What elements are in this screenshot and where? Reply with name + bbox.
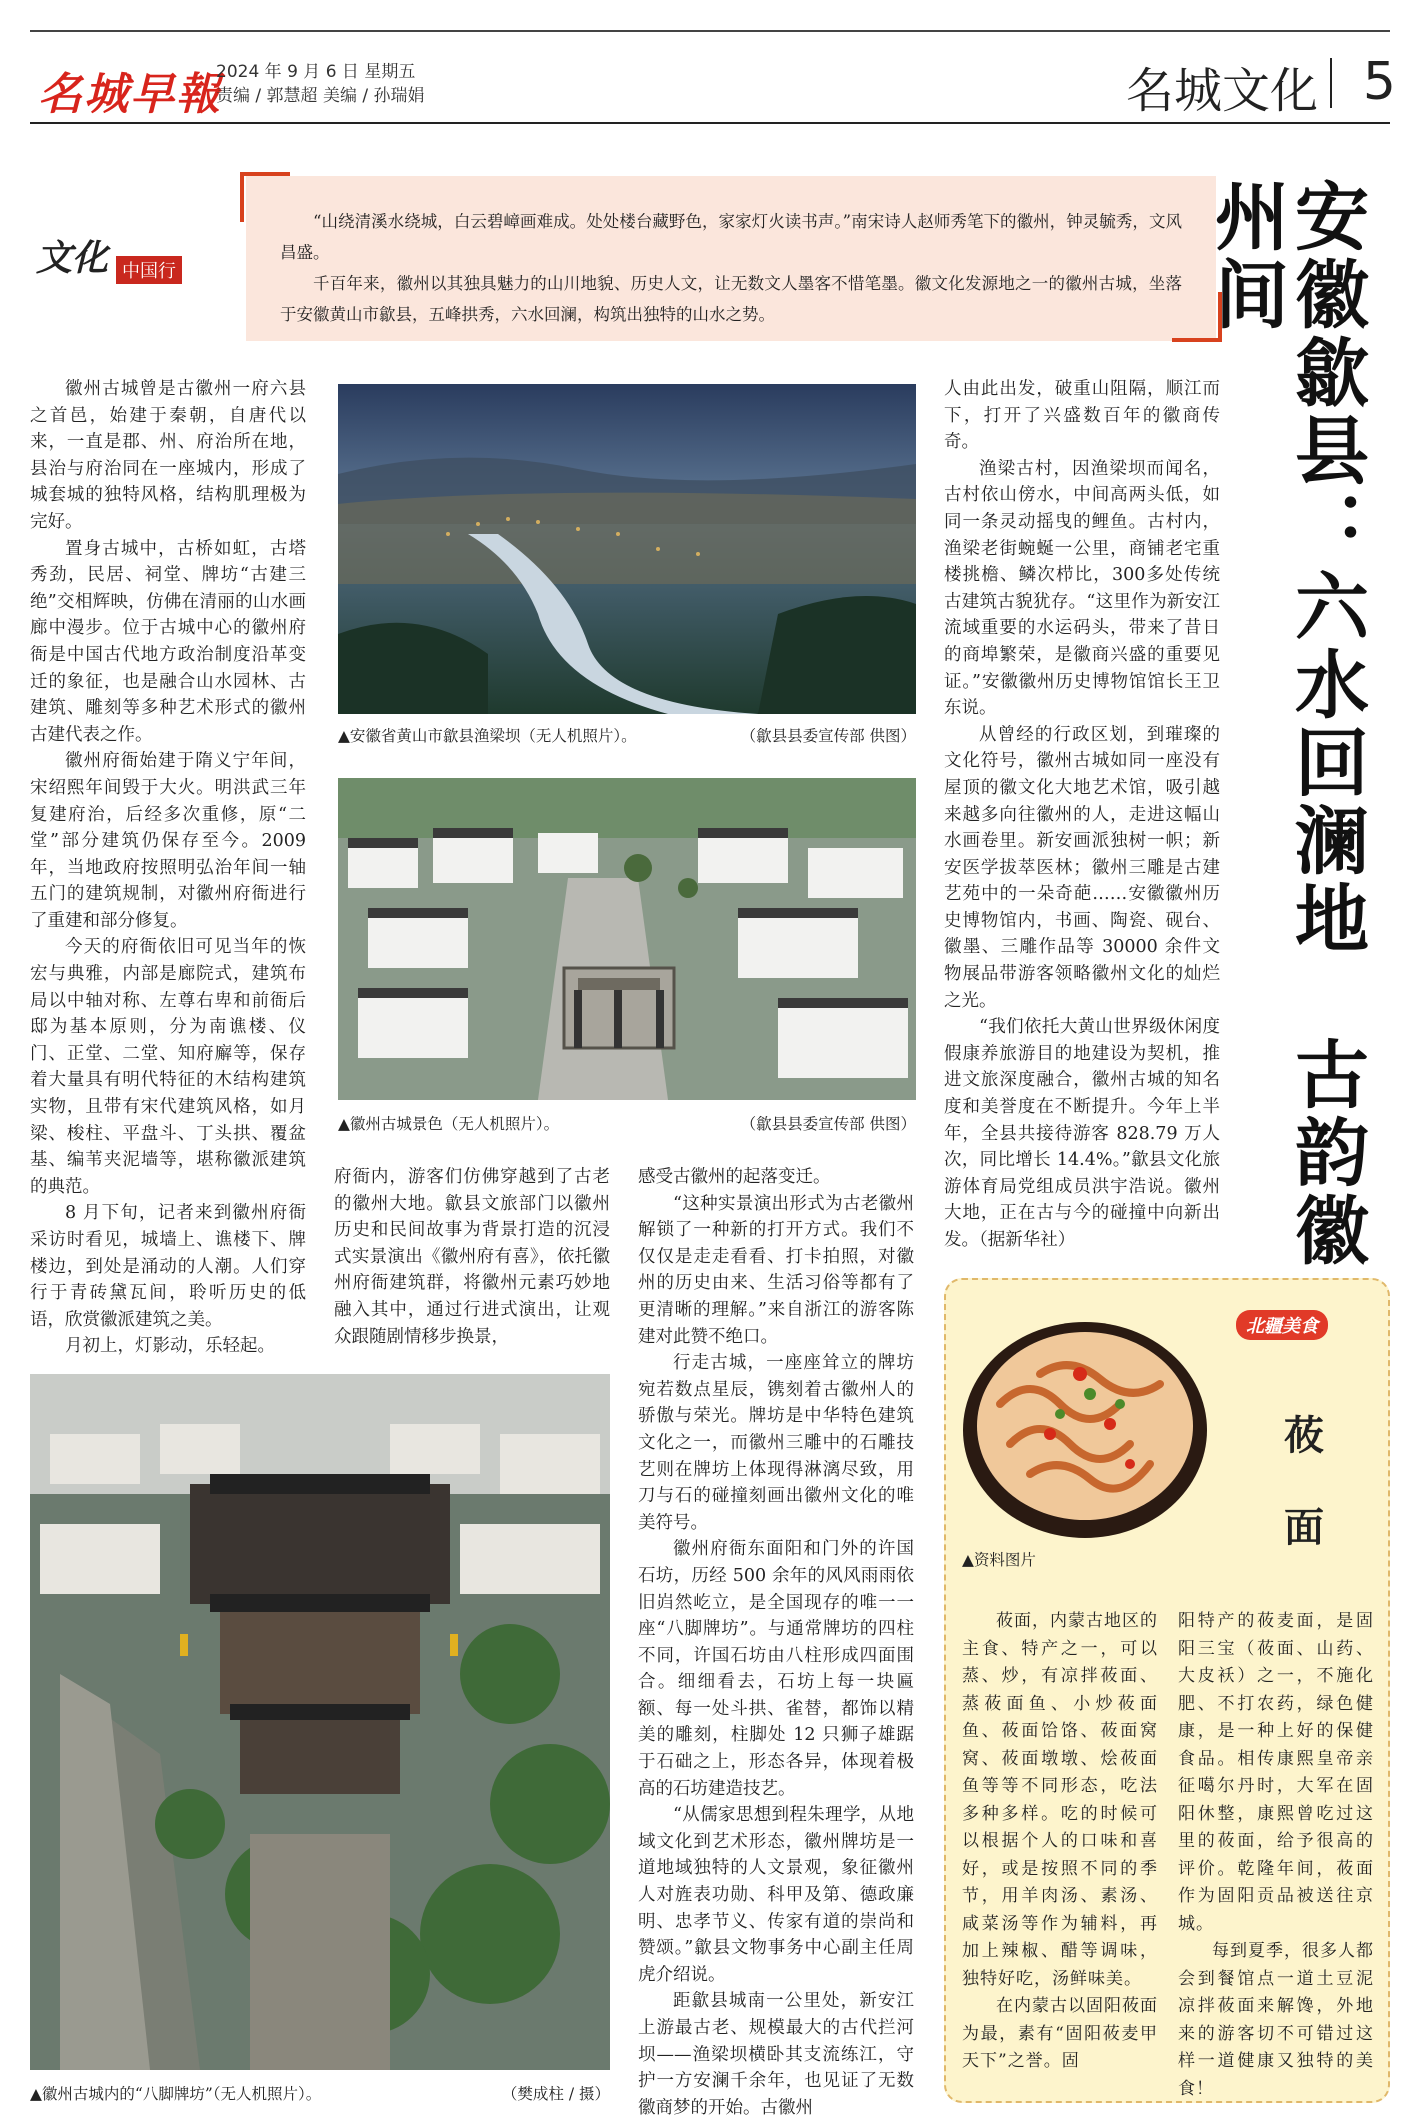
section-title: 名城文化 [1125,63,1318,119]
masthead-info [216,60,556,108]
food-title-char-1: 莜 [1284,1412,1324,1459]
photo-3-caption [30,2082,610,2104]
food-title-char-2: 面 [1284,1504,1324,1551]
article-paragraph: 徽州府衙始建于隋义宁年间，宋绍熙年间毁于大火。明洪武三年复建府治，后经多次重修，原“二堂”部分建筑仍保存至今。2009年，当地政府按照明弘治年间一轴五门的建筑规制，对徽州府衙进行了重建和部分修复。 [30,751,306,931]
article-column-4 [944,376,1220,1254]
photo-yuliang-dam-image [338,384,916,714]
photo-3-caption-text: ▲徽州古城内的“八脚牌坊”（无人机照片）。 [30,2085,322,2103]
youmian-dish-image [960,1314,1210,1540]
photo-ancient-city [338,778,916,1100]
photo-1-caption-text: ▲安徽省黄山市歙县渔梁坝（无人机照片）。 [338,727,637,745]
photo-1-credit: （歙县县委宣传部 供图） [740,727,916,745]
photo-yuliang-dam [338,384,916,714]
article-paragraph: 府衙内，游客们仿佛穿越到了古老的徽州大地。歙县文旅部门以徽州历史和民间故事为背景打造的沉浸式实景演出《徽州府有喜》，依托徽州府衙建筑群，将徽州元素巧妙地融入其中，通过行进式演出，让观众跟随剧情移步换景， [334,1167,610,1347]
photo-ancient-city-image [338,778,916,1100]
masthead-rule [30,122,1390,124]
article-paragraph: “这种实景演出形式为古老徽州解锁了一种新的打开方式。我们不仅仅是走走看看、打卡拍照，对徽州的历史由来、生活习俗等都有了更清晰的理解。”来自浙江的游客陈建对此赞不绝口。 [638,1193,914,1347]
article-paragraph: “我们依托大黄山世界级休闲度假康养旅游目的地建设为契机，推进文旅深度融合，徽州古城的知名度和美誉度在不断提升。今年上半年，全县共接待游客 828.79 万人次，同比增长 14.4%。”歙县文化旅游体育局党组成员洪宇浩说。徽州大地，正在古与今的碰撞中向新出发。（据新华社） [944,1017,1220,1250]
article-paragraph: 渔梁古村，因渔梁坝而闻名，古村依山傍水，中间高两头低，如同一条灵动摇曳的鲤鱼。古村内，渔梁老街蜿蜒一公里，商铺老宅重楼挑檐、鳞次栉比，300多处传统古建筑古貌犹存。“这里作为新安江流域重要的水运码头，带来了昔日的商埠繁荣，是徽商兴盛的重要见证。”安徽徽州历史博物馆馆长王卫东说。 [944,458,1220,719]
page-number: 5 [1362,52,1396,112]
food-photo [960,1314,1210,1540]
food-column-1 [962,1608,1158,2076]
intro-paragraph-2: 千百年来，徽州以其独具魅力的山川地貌、历史人文，让无数文人墨客不惜笔墨。徽文化发源地之一的徽州古城，坐落于安徽黄山市歙县，五峰拱秀，六水回澜，构筑出独特的山水之势。 [280,274,1182,324]
intro-paragraph-1: “山绕清溪水绕城，白云碧嶂画难成。处处楼台藏野色，家家灯火读书声。”南宋诗人赵师秀笔下的徽州，钟灵毓秀，文风昌盛。 [280,212,1182,262]
photo-1-caption [338,724,916,746]
article-paragraph: 月初上，灯影动，乐轻起。 [65,1336,275,1357]
article-paragraph: “从儒家思想到程朱理学，从地域文化到艺术形态，徽州牌坊是一道地域独特的人文景观，象征徽州人对旌表功勋、科甲及第、德政廉明、忠孝节义、传家有道的崇尚和赞颂。”歙县文物事务中心副主任周虎介绍说。 [638,1805,914,1985]
article-paragraph: 距歙县城南一公里处，新安江上游最古老、规模最大的古代拦河坝——渔梁坝横卧其支流练江，守护一方安澜千余年，也见证了无数徽商梦的开始。古徽州 [638,1991,914,2118]
article-paragraph: 今天的府衙依旧可见当年的恢宏与典雅，内部是廊院式，建筑布局以中轴对称、左尊右卑和前衙后邸为基本原则，分为南谯楼、仪门、正堂、二堂、知府廨等，保存着大量具有明代特征的木结构建筑实物，且带有宋代建筑风格，如月梁、梭柱、平盘斗、丁头拱、覆盆基、编苇夹泥墙等，堪称徽派建筑的典范。 [30,937,306,1197]
photo-2-credit: （歙县县委宣传部 供图） [740,1115,916,1133]
food-paragraph: 莜面，内蒙古地区的主食、特产之一，可以蒸、炒，有凉拌莜面、蒸莜面鱼、小炒莜面鱼、莜面饸饹、莜面窝窝、莜面墩墩、烩莜面鱼等等不同形态，吃法多种多样。吃的时候可以根据个人的口味和喜好，或是按照不同的季节，用羊肉汤、素汤、咸菜汤等作为辅料，再加上辣椒、醋等调味，独特好吃，汤鲜味美。 [962,1611,1158,1989]
article-column-3 [638,1164,914,2121]
article-paragraph: 人由此出发，破重山阻隔，顺江而下，打开了兴盛数百年的徽商传奇。 [944,379,1220,453]
food-paragraph: 阳特产的莜麦面，是固阳三宝（莜面、山药、大皮袄）之一，不施化肥、不打农药，绿色健康，是一种上好的保健食品。相传康熙皇帝亲征噶尔丹时，大军在固阳休整，康熙曾吃过这里的莜面，给予很高的评价。乾隆年间，莜面作为固阳贡品被送往京城。 [1178,1611,1374,1934]
photo-2-caption-text: ▲徽州古城景色（无人机照片）。 [338,1115,560,1133]
food-column-2 [1178,1608,1374,2103]
editors-line: 责编 / 郭慧超 美编 / 孙瑞娟 [216,86,425,106]
food-paragraph: 每到夏季，很多人都会到餐馆点一道土豆泥凉拌莜面来解馋，外地来的游客切不可错过这样一道健康又独特的美食！ [1178,1941,1374,2099]
article-column-2 [334,1164,610,1350]
photo-3-credit: （樊成柱 / 摄） [501,2085,610,2103]
article-paragraph: 徽州古城曾是古徽州一府六县之首邑，始建于秦朝，自唐代以来，一直是郡、州、府治所在地，县治与府治同在一座城内，形成了城套城的独特风格，结构肌理极为完好。 [30,379,306,532]
food-column-tag: 北疆美食 [1236,1310,1328,1340]
column-logo-tag: 中国行 [116,256,182,284]
article-paragraph: 置身古城中，古桥如虹，古塔秀劲，民居、祠堂、牌坊“古建三绝”交相辉映，仿佛在清丽的山水画廊中漫步。位于古城中心的徽州府衙是中国古代地方政治制度沿革变迁的象征，也是融合山水园林、古建筑、雕刻等多种艺术形式的徽州古建代表之作。 [30,538,306,745]
photo-2-caption [338,1112,916,1134]
column-logo [36,226,206,290]
article-paragraph: 行走古城，一座座耸立的牌坊宛若数点星辰，镌刻着古徽州人的骄傲与荣光。牌坊是中华特色建筑文化之一，而徽州三雕中的石雕技艺则在牌坊上体现得淋漓尽致，用刀与石的碰撞刻画出徽州文化的唯美符号。 [638,1353,914,1533]
article-column-1 [30,376,306,1360]
section-divider [1330,58,1332,108]
intro-box [246,176,1216,341]
headline: 安徽歙县：六水回澜地 古韵徽州间 [1203,178,1369,1270]
column-logo-brand: 文化 [36,237,109,279]
top-rule [30,30,1390,32]
photo-eight-pillar-archway-image [30,1374,610,2070]
food-photo-caption: ▲资料图片 [962,1551,1036,1569]
food-paragraph: 在内蒙古以固阳莜面为最，素有“固阳莜麦甲天下”之誉。固 [962,1996,1158,2071]
article-paragraph: 从曾经的行政区划，到璀璨的文化符号，徽州古城如同一座没有屋顶的徽文化大地艺术馆，吸引越来越多向往徽州的人，走进这幅山水画卷里。新安画派独树一帜；新安医学拔萃医林；徽州三雕是古建艺苑中的一朵奇葩……安徽徽州历史博物馆内，书画、陶瓷、砚台、徽墨、三雕作品等 30000 余件文物展品带游客领略徽州文化的灿烂之光。 [944,724,1220,1011]
article-paragraph: 8 月下旬，记者来到徽州府衙采访时看见，城墙上、谯楼下、牌楼边，到处是涌动的人潮。人们穿行于青砖黛瓦间，聆听历史的低语，欣赏徽派建筑之美。 [30,1203,306,1330]
article-paragraph: 感受古徽州的起落变迁。 [638,1167,831,1187]
photo-eight-pillar-archway [30,1374,610,2070]
newspaper-logo: 名城早報 [38,69,222,120]
article-paragraph: 徽州府衙东面阳和门外的许国石坊，历经 500 余年的风风雨雨依旧岿然屹立，是全国现存的唯一一座“八脚牌坊”。与通常牌坊的四柱不同，许国石坊由八柱形成四面围合。细细看去，石坊上每一块匾额、每一处斗拱、雀替，都饰以精美的雕刻，柱脚处 12 只狮子雄踞于石础之上，形态各异，体现着极高的石坊建造技艺。 [638,1539,914,1799]
issue-date: 2024 年 9 月 6 日 星期五 [216,62,416,82]
